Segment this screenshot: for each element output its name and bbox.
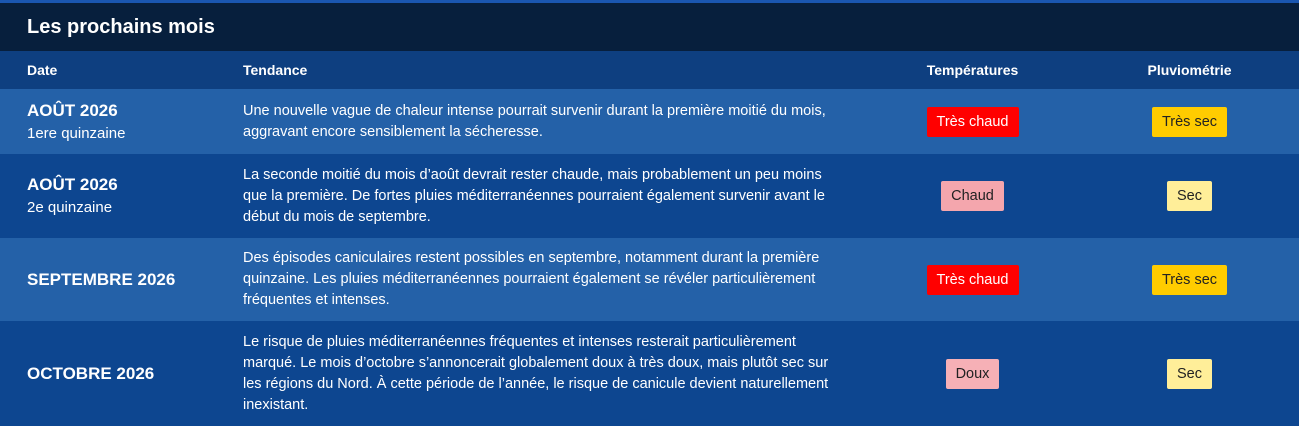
- row-rainfall-cell: [1080, 265, 1299, 295]
- row-temperature-cell: [865, 107, 1080, 137]
- row-trend-cell: [243, 332, 865, 416]
- header-temperatures: Températures: [926, 62, 1019, 78]
- row-date-cell: [0, 174, 243, 218]
- row-trend-cell: [243, 165, 865, 228]
- row-date-cell: [0, 269, 243, 291]
- temperature-badge: Chaud: [941, 181, 1004, 211]
- row-temperature-cell: [865, 181, 1080, 211]
- row-date-sub: 1ere quinzaine: [27, 124, 126, 142]
- table-row: [0, 154, 1299, 238]
- header-trend: Tendance: [243, 62, 308, 78]
- row-trend-text: Des épisodes caniculaires restent possibles en septembre, notamment durant la première quinzaine. Les pluies méditerranéennes pourraient également se révéler particulièrement fréquentes et intenses.: [243, 250, 820, 308]
- row-trend-cell: [243, 101, 865, 143]
- row-date-cell: [0, 100, 243, 144]
- table-row: [0, 238, 1299, 321]
- header-date: Date: [27, 62, 58, 78]
- temperature-badge: Très chaud: [927, 107, 1019, 137]
- row-trend-text: La seconde moitié du mois d’août devrait rester chaude, mais probablement un peu moins que la première. De fortes pluies méditerranéennes pourraient également survenir avant le début du mois de septembre.: [243, 166, 825, 225]
- row-date-cell: [0, 363, 243, 385]
- row-date: OCTOBRE 2026: [27, 363, 155, 383]
- row-date: AOÛT 2026: [27, 100, 118, 120]
- rainfall-badge: Sec: [1167, 359, 1212, 389]
- table-row: [0, 321, 1299, 426]
- row-rainfall-cell: [1080, 181, 1299, 211]
- header-rainfall: Pluviométrie: [1147, 62, 1232, 78]
- row-trend-text: Le risque de pluies méditerranéennes fréquentes et intenses resterait particulièrement marqué. Le mois d’octobre s’annoncerait globalement doux à très doux, mais plutôt sec sur les régions du Nord. À cette période de l’année, le risque de canicule devient naturellement inexistant.: [243, 333, 829, 413]
- table-row: [0, 89, 1299, 154]
- row-rainfall-cell: [1080, 107, 1299, 137]
- widget-title: Les prochains mois: [27, 15, 215, 38]
- row-trend-cell: [243, 248, 865, 311]
- temperature-badge: Très chaud: [927, 265, 1019, 295]
- row-date: SEPTEMBRE 2026: [27, 269, 176, 289]
- row-temperature-cell: [865, 359, 1080, 389]
- widget-title-bar: [0, 3, 1299, 51]
- temperature-badge: Doux: [946, 359, 1000, 389]
- row-temperature-cell: [865, 265, 1080, 295]
- row-date-sub: 2e quinzaine: [27, 199, 113, 216]
- rainfall-badge: Sec: [1167, 181, 1212, 211]
- table-header: [0, 51, 1299, 89]
- row-date: AOÛT 2026: [27, 175, 118, 194]
- row-rainfall-cell: [1080, 359, 1299, 389]
- rainfall-badge: Très sec: [1152, 265, 1227, 295]
- row-trend-text: Une nouvelle vague de chaleur intense pourrait survenir durant la première moitié du mois, aggravant encore sensiblement la sécheresse.: [243, 102, 826, 140]
- rainfall-badge: Très sec: [1152, 107, 1227, 137]
